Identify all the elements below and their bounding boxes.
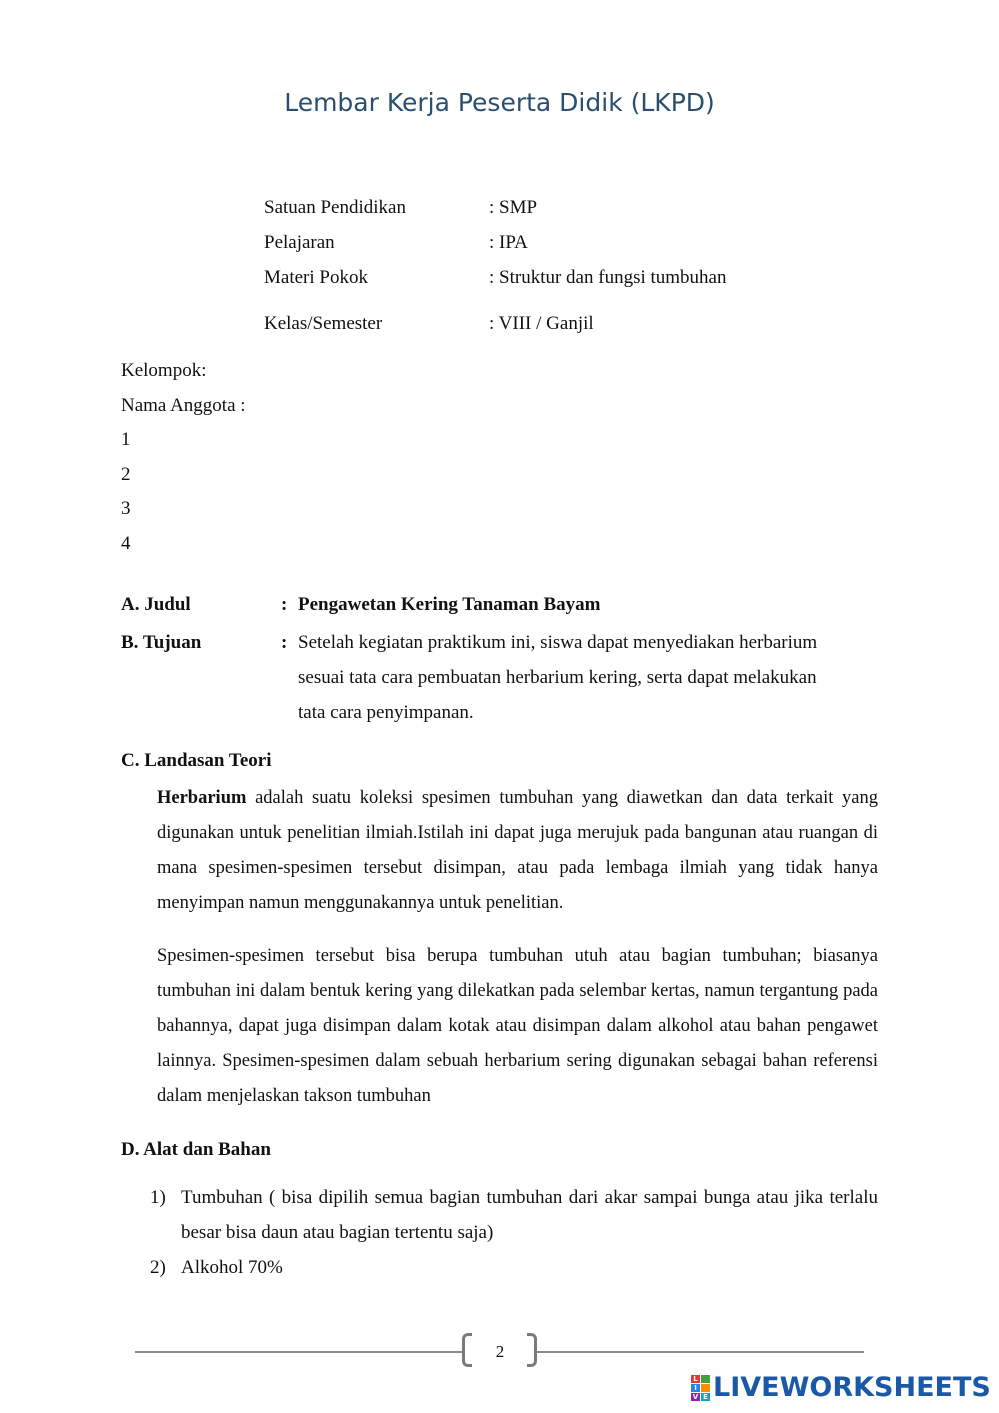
alat-item-number: 2) <box>150 1257 166 1278</box>
member-number: 4 <box>121 533 131 554</box>
tujuan-label: B. Tujuan <box>121 632 202 653</box>
kelompok-label: Kelompok: <box>121 360 207 381</box>
logo-mark-icon: L I V E <box>691 1375 710 1401</box>
nama-anggota-label: Nama Anggota : <box>121 395 246 416</box>
footer-rule-right <box>536 1351 864 1353</box>
judul-value: Pengawetan Kering Tanaman Bayam <box>298 594 601 615</box>
member-number: 1 <box>121 429 131 450</box>
tujuan-line: Setelah kegiatan praktikum ini, siswa dapat menyediakan herbarium <box>298 632 818 653</box>
landasan-p1-text: adalah suatu koleksi spesimen tumbuhan yang diawetkan dan data terkait yang digunakan untuk penelitian ilmiah.Istilah ini dapat juga merujuk pada bangunan atau ruangan di mana spesimen-spesimen tersebut disimpan, atau pada lembaga ilmiah yang tidak hanya menyimpan namun menggunakannya untuk penelitian. <box>157 788 878 913</box>
landasan-paragraph-2 <box>157 939 878 1114</box>
judul-label: A. Judul <box>121 594 191 615</box>
page-title: Lembar Kerja Peserta Didik (LKPD) <box>284 88 715 117</box>
footer-rule-left <box>135 1351 464 1353</box>
member-number: 2 <box>121 464 131 485</box>
info-value-satuan: : SMP <box>489 197 538 218</box>
page-bracket-right <box>527 1333 537 1367</box>
info-value-pelajaran: : IPA <box>489 232 528 253</box>
alat-heading: D. Alat dan Bahan <box>121 1139 271 1160</box>
herbarium-term: Herbarium <box>157 788 247 808</box>
page-number: 2 <box>495 1342 505 1361</box>
landasan-p2-text: Spesimen-spesimen tersebut bisa berupa tumbuhan utuh atau bagian tumbuhan; biasanya tumbuhan ini dalam bentuk kering yang dilekatkan pada selembar kertas, namun tergantung pada bahannya, dapat juga disimpan dalam kotak atau disimpan dalam alkohol atau bahan pengawet lainnya. Spesimen-spesimen dalam sebuah herbarium sering digunakan sebagai bahan referensi dalam menjelaskan takson tumbuhan <box>157 946 878 1106</box>
info-label-pelajaran: Pelajaran <box>264 232 335 253</box>
landasan-heading: C. Landasan Teori <box>121 750 272 771</box>
alat-item-number: 1) <box>150 1187 166 1208</box>
page-bracket-left <box>462 1333 472 1367</box>
alat-item-text: Alkohol 70% <box>181 1257 283 1278</box>
landasan-paragraph-1 <box>157 781 878 921</box>
tujuan-colon: : <box>281 632 288 653</box>
info-label-satuan: Satuan Pendidikan <box>264 197 406 218</box>
alat-item-text: Tumbuhan ( bisa dipilih semua bagian tumbuhan dari akar sampai bunga atau jika terlalu besar bisa daun atau bagian tertentu saja) <box>181 1187 878 1243</box>
info-value-kelas: : VIII / Ganjil <box>489 313 594 334</box>
info-value-materi: : Struktur dan fungsi tumbuhan <box>489 267 727 288</box>
info-label-kelas: Kelas/Semester <box>264 313 383 334</box>
logo-text: LIVEWORKSHEETS <box>713 1372 991 1403</box>
judul-colon: : <box>281 594 288 615</box>
liveworksheets-logo <box>691 1372 991 1403</box>
tujuan-line: tata cara penyimpanan. <box>298 702 474 723</box>
tujuan-line: sesuai tata cara pembuatan herbarium kering, serta dapat melakukan <box>298 667 817 688</box>
info-label-materi: Materi Pokok <box>264 267 368 288</box>
member-number: 3 <box>121 498 131 519</box>
